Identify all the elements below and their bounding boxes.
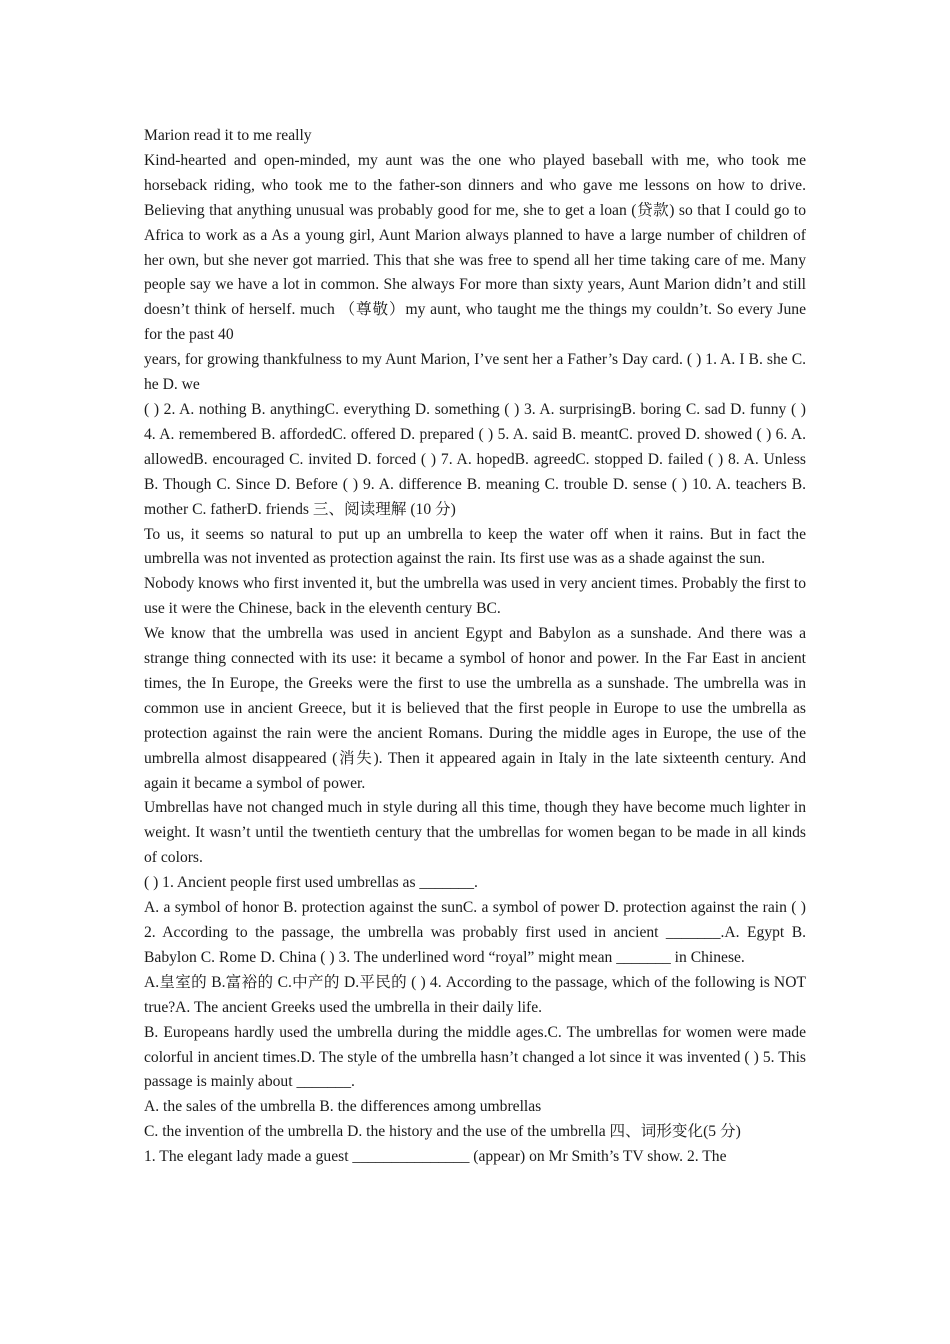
question-1: ( ) 1. Ancient people first used umbrellas as _______. [144, 874, 478, 892]
umbrella-paragraph-3: We know that the umbrella was used in ancient Egypt and Babylon as a sunshade. And there was a strange thing connected with its use: it became a symbol of honor and power. In the Far East in ancient times, the In Europe, the Greeks were the first to use the umbrella as a sunshade. The umbrella was in common use in ancient Greece, but it is believed that the first people in Europe to use the umbrella as protection against the rain were the ancient Romans. During the middle ages in Europe, the use of the umbrella almost disappeared (消失). Then it appeared again in Italy in the late sixteenth century. And again it became a symbol of power. [144, 625, 806, 792]
text-fragment-intro: Marion read it to me really [144, 127, 312, 144]
umbrella-paragraph-2: Nobody knows who first invented it, but the umbrella was used in very ancient times. Probably the first to use it were the Chinese, back in the eleventh century BC. [144, 575, 806, 618]
cloze-options: ( ) 2. A. nothing B. anythingC. everything D. something ( ) 3. A. surprisingB. boring C. sad D. funny ( ) 4. A. remembered B. affordedC. offered D. prepared ( ) 5. A. said B. meantC. proved D. showed ( ) 6. A. allowedB. encouraged C. invited D. forced ( ) 7. A. hopedB. agreedC. stopped D. failed ( ) 8. A. Unless B. Though C. Since D. Before ( ) 9. A. difference B. meaning C. trouble D. sense ( ) 10. A. teachers B. mother C. fatherD. friends 三、阅读理解 (10 分) [144, 400, 806, 518]
question-1-options-and-q2-q3: A. a symbol of honor B. protection against the sunC. a symbol of power D. protection against the rain ( ) 2. According to the passage, the umbrella was probably first used in ancient _______.A. Egypt B. Babylon C. Rome D. China ( ) 3. The underlined word “royal” might mean _______ in Chinese. [144, 899, 806, 966]
document-page [144, 124, 806, 1170]
question-4-options-and-q5: B. Europeans hardly used the umbrella during the middle ages.C. The umbrellas for women were made colorful in ancient times.D. The style of the umbrella hasn’t changed a lot since it was invented ( ) 5. This passage is mainly about _______. [144, 1023, 806, 1091]
question-5-options-c-d: C. the invention of the umbrella D. the history and the use of the umbrella 四、词形变化(5 分) [144, 1123, 741, 1141]
passage-aunt-marion: Kind-hearted and open-minded, my aunt was the one who played baseball with me, who took me horseback riding, who took me to the father-son dinners and who gave me lessons on how to drive. Believing that anything unusual was probably good for me, she to get a loan (贷款) so that I could go to Africa to work as a As a young girl, Aunt Marion always planned to have a large number of children of her own, but she never got married. This that she was free to spend all her time taking care of me. Many people say we have a lot in common. She always For more than sixty years, Aunt Marion didn’t and still doesn’t think of herself. much （尊敬）my aunt, who taught me the things my couldn’t. So every June for the past 40 [144, 151, 806, 344]
word-form-exercise: 1. The elegant lady made a guest _______________ (appear) on Mr Smith’s TV show. 2. The [144, 1148, 727, 1166]
question-5-options-a-b: A. the sales of the umbrella B. the differences among umbrellas [144, 1098, 542, 1116]
umbrella-paragraph-4: Umbrellas have not changed much in style during all this time, though they have become much lighter in weight. It wasn’t until the twentieth century that the umbrellas for women began to be made in all kinds of colors. [144, 799, 806, 867]
question-3-options-and-q4: A.皇室的 B.富裕的 C.中产的 D.平民的 ( ) 4. According to the passage, which of the following is NOT true?A. The ancient Greeks used the umbrella in their daily life. [144, 973, 806, 1016]
umbrella-paragraph-1: To us, it seems so natural to put up an umbrella to keep the water off when it rains. But in fact the umbrella was not invented as protection against the rain. Its first use was as a shade against the sun. [144, 525, 806, 568]
passage-aunt-marion-end: years, for growing thankfulness to my Aunt Marion, I’ve sent her a Father’s Day card. ( ) 1. A. I B. she C. he D. we [144, 351, 806, 394]
